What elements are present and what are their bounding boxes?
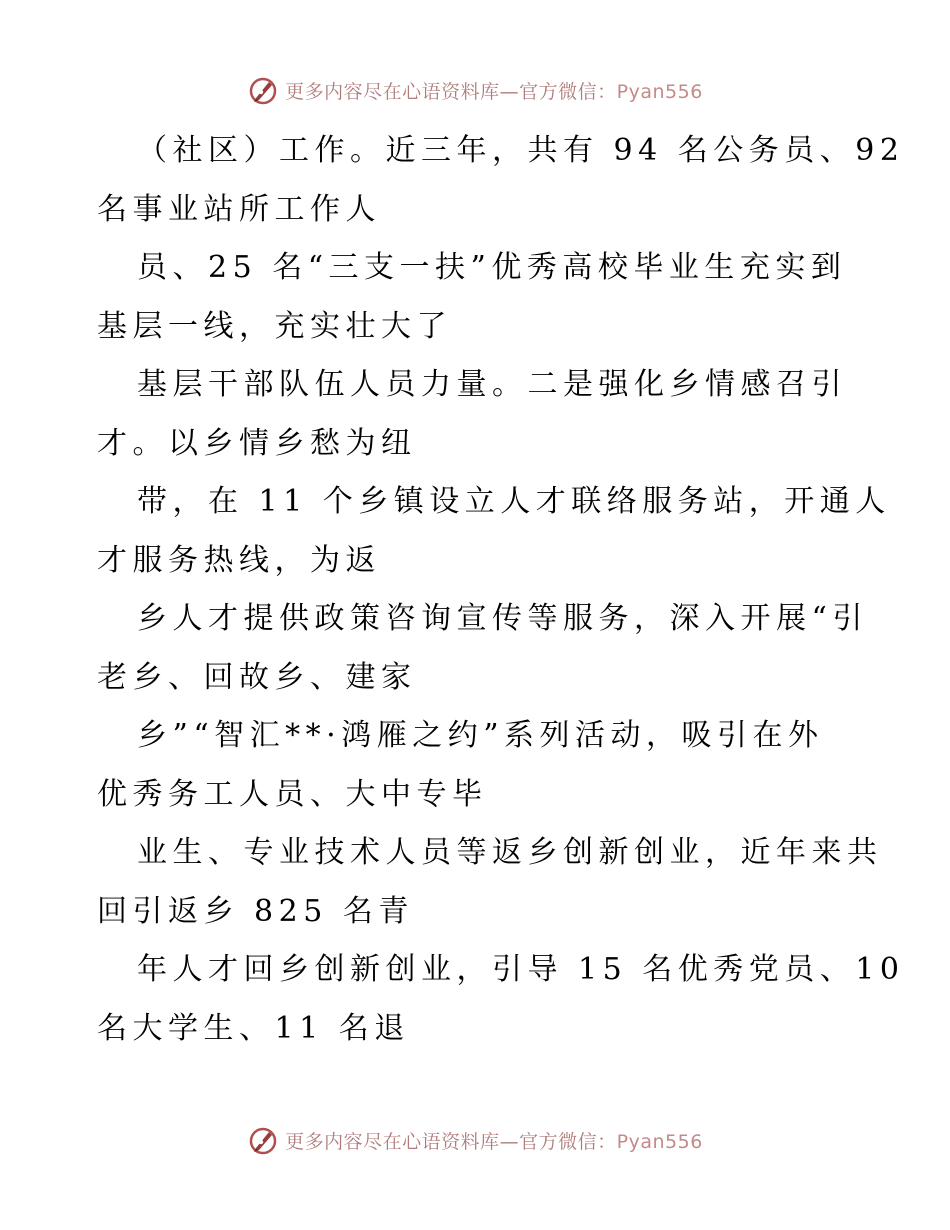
text-line: 回引返乡 825 名青 <box>97 893 414 929</box>
text-line: 员、25 名“三支一扶”优秀高校毕业生充实到 <box>137 250 847 285</box>
text-line: 优秀务工人员、大中专毕 <box>97 776 488 812</box>
text-line: 乡人才提供政策咨询宣传等服务，深入开展“引 <box>137 601 868 636</box>
text-line: 老乡、回故乡、建家 <box>97 659 417 695</box>
text-line: 带，在 11 个乡镇设立人才联络服务站，开通人 <box>137 484 891 519</box>
text-line: 才服务热线，为返 <box>97 542 381 578</box>
header-watermark <box>0 70 950 110</box>
document-body <box>97 122 905 1058</box>
text-line: 乡”“智汇**·鸿雁之约”系列活动，吸引在外 <box>137 718 824 753</box>
text-line: 名事业站所工作人 <box>97 191 381 227</box>
text-line: （社区）工作。近三年，共有 94 名公务员、92 <box>137 133 905 168</box>
text-line: 才。以乡情乡愁为纽 <box>97 425 417 461</box>
text-line: 基层干部队伍人员力量。二是强化乡情感召引 <box>137 367 847 402</box>
text-line: 业生、专业技术人员等返乡创新创业，近年来共 <box>137 835 883 870</box>
watermark-wechat-id: Pyan556 <box>616 1130 703 1153</box>
watermark-text: 更多内容尽在心语资料库—官方微信：Pyan556 <box>285 80 703 103</box>
text-line: 基层一线，充实壮大了 <box>97 308 452 344</box>
watermark-wechat-id: Pyan556 <box>616 80 703 103</box>
watermark-text: 更多内容尽在心语资料库—官方微信：Pyan556 <box>285 1130 703 1153</box>
pen-circle-logo-icon <box>247 1124 279 1156</box>
text-line: 年人才回乡创新创业，引导 15 名优秀党员、10 <box>137 952 905 987</box>
text-line: 名大学生、11 名退 <box>97 1010 410 1046</box>
footer-watermark <box>0 1120 950 1160</box>
pen-circle-logo-icon <box>247 74 279 106</box>
